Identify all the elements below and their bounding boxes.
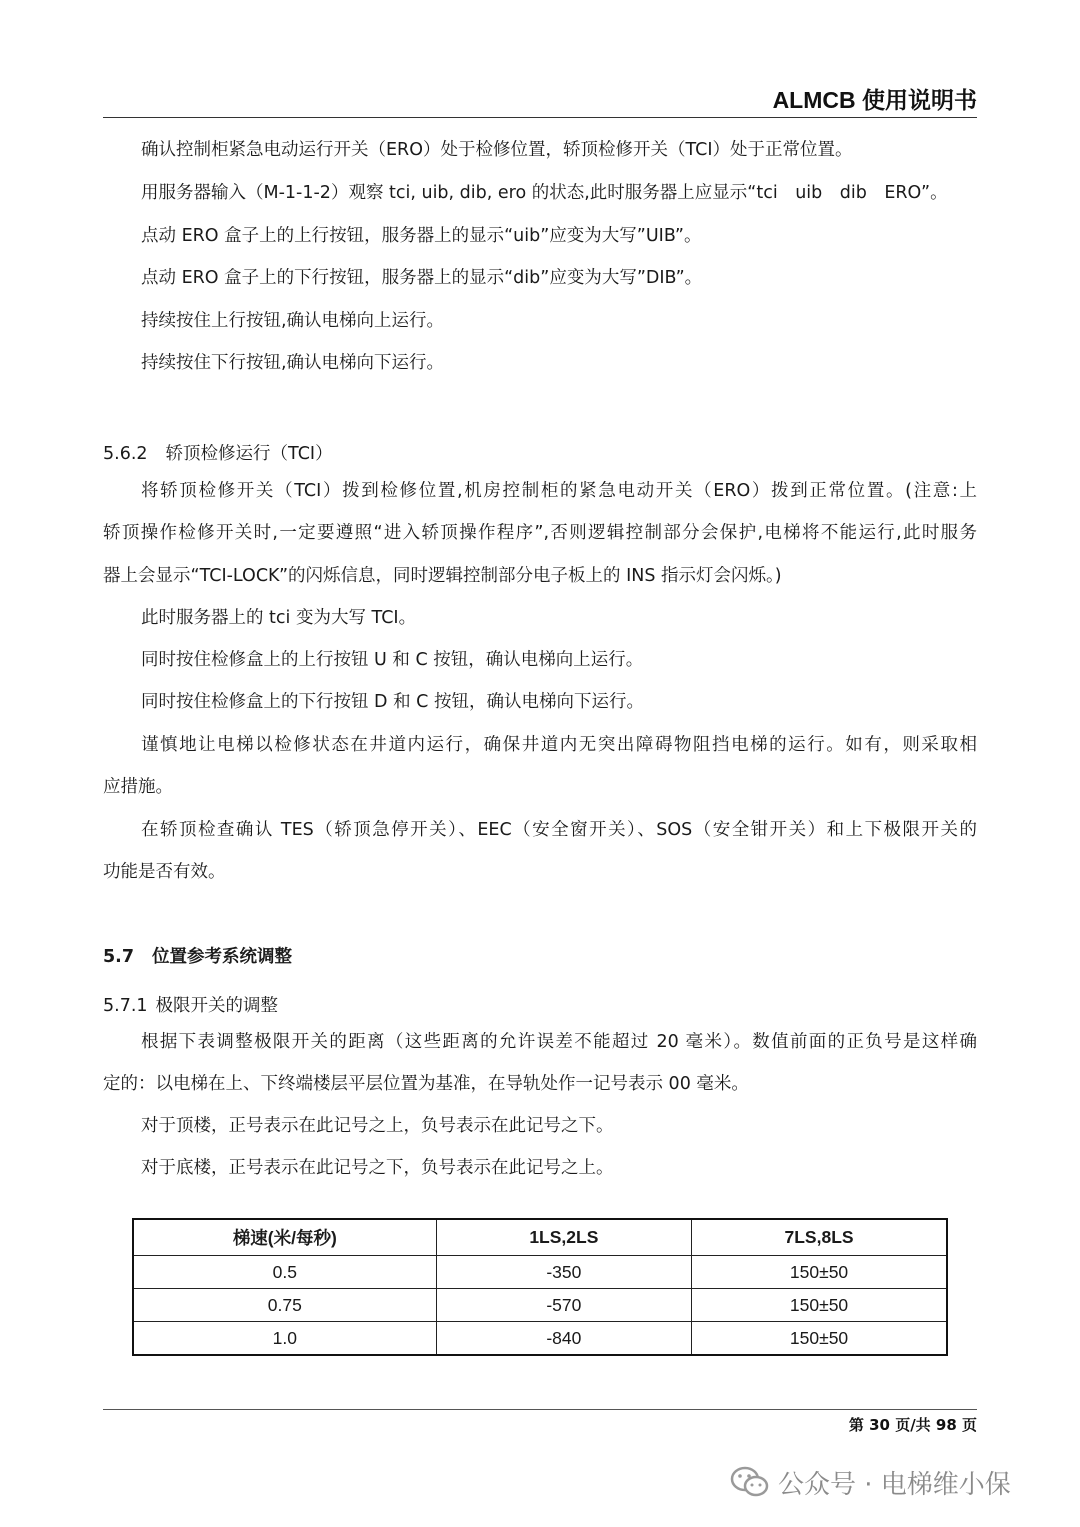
watermark bbox=[730, 1462, 1011, 1502]
intro-line: 用服务器输入（M-1-1-2）观察 tci, uib, dib, ero 的状态,此时服务器上应显示“tci uib dib ERO”。 bbox=[141, 183, 948, 203]
table-header: 梯速(米/每秒) bbox=[133, 1219, 436, 1256]
paragraph-line: 功能是否有效。 bbox=[103, 862, 226, 882]
intro-line: 点动 ERO 盒子上的上行按钮，服务器上的显示“uib”应变为大写”UIB”。 bbox=[141, 226, 702, 246]
intro-line: 点动 ERO 盒子上的下行按钮，服务器上的显示“dib”应变为大写”DIB”。 bbox=[141, 268, 703, 288]
table-cell: -840 bbox=[436, 1322, 691, 1356]
table-row bbox=[133, 1322, 947, 1356]
table-cell: -570 bbox=[436, 1289, 691, 1322]
paragraph-line: 同时按住检修盒上的下行按钮 D 和 C 按钮，确认电梯向下运行。 bbox=[141, 692, 644, 712]
table-cell: 150±50 bbox=[692, 1256, 947, 1289]
paragraph-line: 谨慎地让电梯以检修状态在井道内运行，确保井道内无突出障碍物阻挡电梯的运行。如有，则采取相 bbox=[141, 735, 977, 755]
table-row bbox=[133, 1289, 947, 1322]
paragraph-line: 器上会显示“TCI-LOCK”的闪烁信息，同时逻辑控制部分电子板上的 INS 指示灯会闪烁。) bbox=[103, 566, 782, 586]
intro-line: 持续按住上行按钮,确认电梯向上运行。 bbox=[141, 311, 445, 331]
document-title: ALMCB 使用说明书 bbox=[772, 87, 977, 113]
section-heading-5-7-1 bbox=[103, 994, 977, 1018]
table-cell: -350 bbox=[436, 1256, 691, 1289]
paragraph-line: 应措施。 bbox=[103, 777, 173, 797]
table-header: 7LS,8LS bbox=[692, 1219, 947, 1256]
table-cell: 0.5 bbox=[133, 1256, 436, 1289]
section-title: 位置参考系统调整 bbox=[152, 947, 293, 967]
section-number: 5.7 bbox=[103, 947, 135, 967]
intro-line: 持续按住下行按钮,确认电梯向下运行。 bbox=[141, 353, 445, 373]
table-row bbox=[133, 1256, 947, 1289]
wechat-icon bbox=[730, 1465, 770, 1499]
watermark-text: 公众号 · 电梯维小保 bbox=[778, 1469, 1011, 1500]
section-title: 轿顶检修运行（TCI） bbox=[165, 444, 333, 464]
section-heading-5-7 bbox=[103, 945, 977, 969]
section-number: 5.6.2 bbox=[103, 444, 148, 464]
paragraph-line: 同时按住检修盒上的上行按钮 U 和 C 按钮，确认电梯向上运行。 bbox=[141, 650, 644, 670]
table-cell: 150±50 bbox=[692, 1289, 947, 1322]
table-cell: 150±50 bbox=[692, 1322, 947, 1356]
paragraph-line: 根据下表调整极限开关的距离（这些距离的允许误差不能超过 20 毫米）。数值前面的正负号是这样确 bbox=[141, 1032, 977, 1052]
table-cell: 0.75 bbox=[133, 1289, 436, 1322]
section-heading-5-6-2 bbox=[103, 442, 977, 466]
intro-line: 确认控制柜紧急电动运行开关（ERO）处于检修位置，轿顶检修开关（TCI）处于正常位置。 bbox=[141, 140, 853, 160]
paragraph-line: 将轿顶检修开关（TCI）拨到检修位置,机房控制柜的紧急电动开关（ERO）拨到正常位置。(注意:上 bbox=[141, 481, 977, 501]
page-number: 第 30 页/共 98 页 bbox=[848, 1416, 977, 1434]
footer-divider bbox=[103, 1409, 977, 1410]
paragraph-line: 此时服务器上的 tci 变为大写 TCI。 bbox=[141, 608, 417, 628]
paragraph-line: 对于顶楼，正号表示在此记号之上，负号表示在此记号之下。 bbox=[141, 1116, 614, 1136]
table-cell: 1.0 bbox=[133, 1322, 436, 1356]
paragraph-line: 轿顶操作检修开关时,一定要遵照“进入轿顶操作程序”,否则逻辑控制部分会保护,电梯将不能运行,此时服务 bbox=[103, 523, 977, 543]
limit-switch-table bbox=[132, 1218, 948, 1356]
paragraph-line: 对于底楼，正号表示在此记号之下，负号表示在此记号之上。 bbox=[141, 1158, 614, 1178]
paragraph-line: 在轿顶检查确认 TES（轿顶急停开关）、EEC（安全窗开关）、SOS（安全钳开关）和上下极限开关的 bbox=[141, 820, 977, 840]
section-title: 极限开关的调整 bbox=[155, 996, 279, 1016]
section-number: 5.7.1 bbox=[103, 996, 148, 1016]
table-header: 1LS,2LS bbox=[436, 1219, 691, 1256]
paragraph-line: 定的：以电梯在上、下终端楼层平层位置为基准，在导轨处作一记号表示 00 毫米。 bbox=[103, 1074, 749, 1094]
table-header-row bbox=[133, 1219, 947, 1256]
header-divider bbox=[103, 117, 977, 118]
